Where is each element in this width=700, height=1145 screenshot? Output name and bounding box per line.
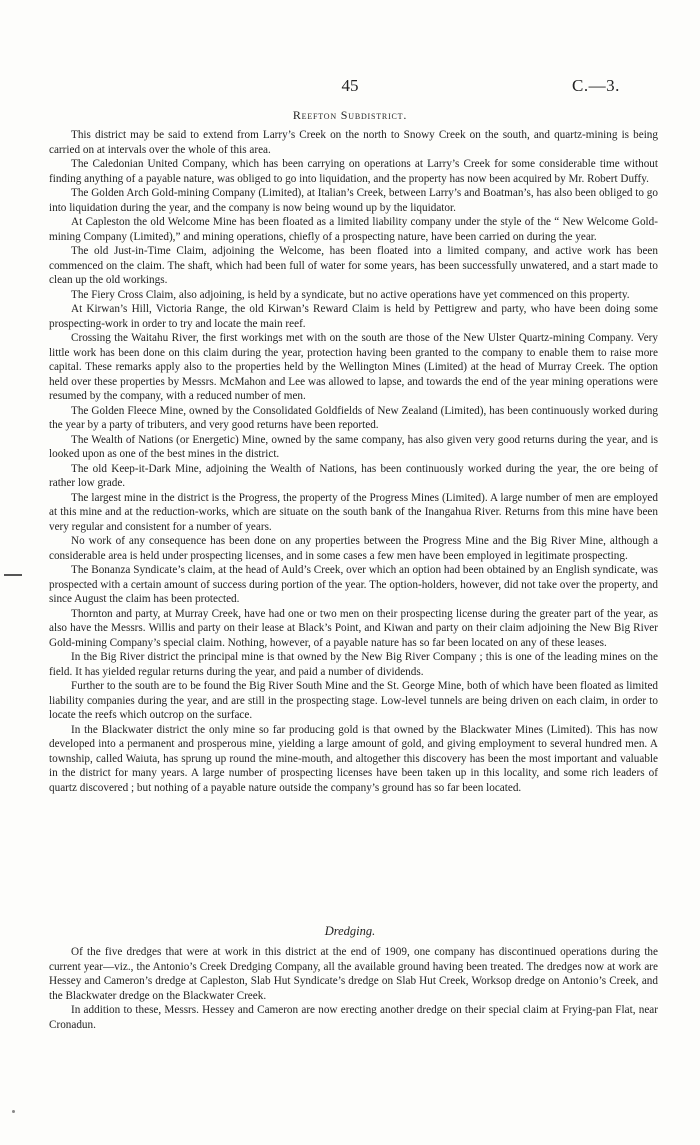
- reefton-body: [49, 128, 658, 795]
- margin-mark: [4, 574, 22, 576]
- paragraph: The Fiery Cross Claim, also adjoining, is held by a syndicate, but no active operations have yet commenced on this property.: [71, 288, 630, 301]
- page-number: 45: [341, 76, 359, 95]
- paragraph: No work of any consequence has been done on any properties between the Progress Mine and the Big River Mine, although a considerable area is held under prospecting licenses, and in some cases a few men have been employed in legitimate prospecting.: [49, 535, 658, 562]
- section-heading-reefton: Reefton Subdistrict.: [292, 108, 408, 122]
- paragraph: In the Big River district the principal mine is that owned by the New Big River Company ; this is one of the leading mines on the field. It has yielded regular returns during the year, and paid a number of dividends.: [49, 651, 658, 678]
- paragraph: The Wealth of Nations (or Energetic) Mine, owned by the same company, has also given very good returns during the year, and is looked upon as one of the best mines in the district.: [49, 433, 658, 460]
- paragraph: In the Blackwater district the only mine so far producing gold is that owned by the Blackwater Mines (Limited). This has now developed into a permanent and prosperous mine, yielding a large amount of gold, and giving employment to several hundred men. A township, called Waiuta, has sprung up round the mine-mouth, and altogether this discovery has been the most important and valuable in the district for many years. A large number of prospecting licenses have been taken up in this locality, and some rich leaders of quartz discovered ; but nothing of a payable nature outside the company’s ground has so far been located.: [49, 723, 658, 794]
- document-code: C.—3.: [572, 76, 620, 95]
- paragraph: Crossing the Waitahu River, the first workings met with on the south are those of the New Ulster Quartz-mining Company. Very little work has been done on this claim during the year, protection having been granted to the company to enable them to raise more capital. These remarks apply also to the properties held by the Wellington Mines (Limited) at the head of Murray Creek. The option held over these properties by Messrs. McMahon and Lee was allowed to lapse, and towards the end of the year mining operations were resumed by the company, with a reduced number of men.: [49, 332, 658, 402]
- paragraph: The old Just-in-Time Claim, adjoining the Welcome, has been floated into a limited company, and active work has been commenced on the claim. The shaft, which had been full of water for some years, has been successfully unwatered, and a start made to clean up the old workings.: [49, 245, 658, 286]
- paragraph: Thornton and party, at Murray Creek, have had one or two men on their prospecting license during the greater part of the year, as also have the Messrs. Willis and party on their lease at Black’s Point, and Kiwan and party on their claim adjoining the New Big River Gold-mining Company’s special claim. Nothing, however, of a payable nature has so far been located on any of these leases.: [49, 607, 658, 649]
- paragraph: In addition to these, Messrs. Hessey and Cameron are now erecting another dredge on their special claim at Frying-pan Flat, near Cronadun.: [49, 1004, 658, 1031]
- margin-dot: [12, 1110, 15, 1113]
- paragraph: The largest mine in the district is the Progress, the property of the Progress Mines (Limited). A large number of men are employed at this mine and at the reduction-works, which are situate on the south bank of the Inangahua River. Returns from this mine have been very regular and consistent for a number of years.: [49, 491, 658, 533]
- paragraph: Further to the south are to be found the Big River South Mine and the St. George Mine, both of which have been floated as limited liability companies during the year, and are still in the prospecting stage. Low-level tunnels are being driven on each claim, in order to locate the reefs which outcrop on the surface.: [49, 680, 658, 721]
- paragraph: The Caledonian United Company, which has been carrying on operations at Larry’s Creek for some considerable time without finding anything of a payable nature, was obliged to go into liquidation, and the property has now been acquired by Mr. Robert Duffy.: [49, 158, 658, 185]
- paragraph: The old Keep-it-Dark Mine, adjoining the Wealth of Nations, has been continuously worked during the year, the ore being of rather low grade.: [49, 462, 658, 489]
- paragraph: The Golden Fleece Mine, owned by the Consolidated Goldfields of New Zealand (Limited), has been continuously worked during the year by a party of tributers, and very good returns have been reported.: [49, 404, 658, 431]
- paragraph: This district may be said to extend from Larry’s Creek on the north to Snowy Creek on the south, and quartz-mining is being carried on at intervals over the whole of this area.: [49, 129, 658, 156]
- paragraph: The Bonanza Syndicate’s claim, at the head of Auld’s Creek, over which an option had been obtained by an English syndicate, was prospected with a certain amount of success during portion of the year. The option-holders, however, did not take over the property, and since August the claim has been protected.: [49, 564, 658, 605]
- paragraph: At Kirwan’s Hill, Victoria Range, the old Kirwan’s Reward Claim is held by Pettigrew and party, who have been doing some prospecting-work in order to try and locate the main reef.: [49, 303, 658, 330]
- paragraph: The Golden Arch Gold-mining Company (Limited), at Italian’s Creek, between Larry’s and Boatman’s, has also been obliged to go into liquidation during the year, and the company is now being wound up by the liquidator.: [49, 187, 658, 214]
- dredging-body: [49, 945, 658, 1032]
- paragraph: Of the five dredges that were at work in this district at the end of 1909, one company has discontinued operations during the current year—viz., the Antonio’s Creek Dredging Company, all the available ground having been treated. The dredges now at work are Hessey and Cameron’s dredge at Capleston, Slab Hut Syndicate’s dredge on Slab Hut Creek, Worksop dredge on Antonio’s Creek, and the Blackwater dredge on the Blackwater Creek.: [49, 946, 658, 1002]
- section-heading-dredging: Dredging.: [324, 924, 376, 938]
- paragraph: At Capleston the old Welcome Mine has been floated as a limited liability company under the style of the “ New Welcome Gold-mining Company (Limited),” and mining operations, chiefly of a prospecting nature, have been carried on during the year.: [49, 216, 658, 243]
